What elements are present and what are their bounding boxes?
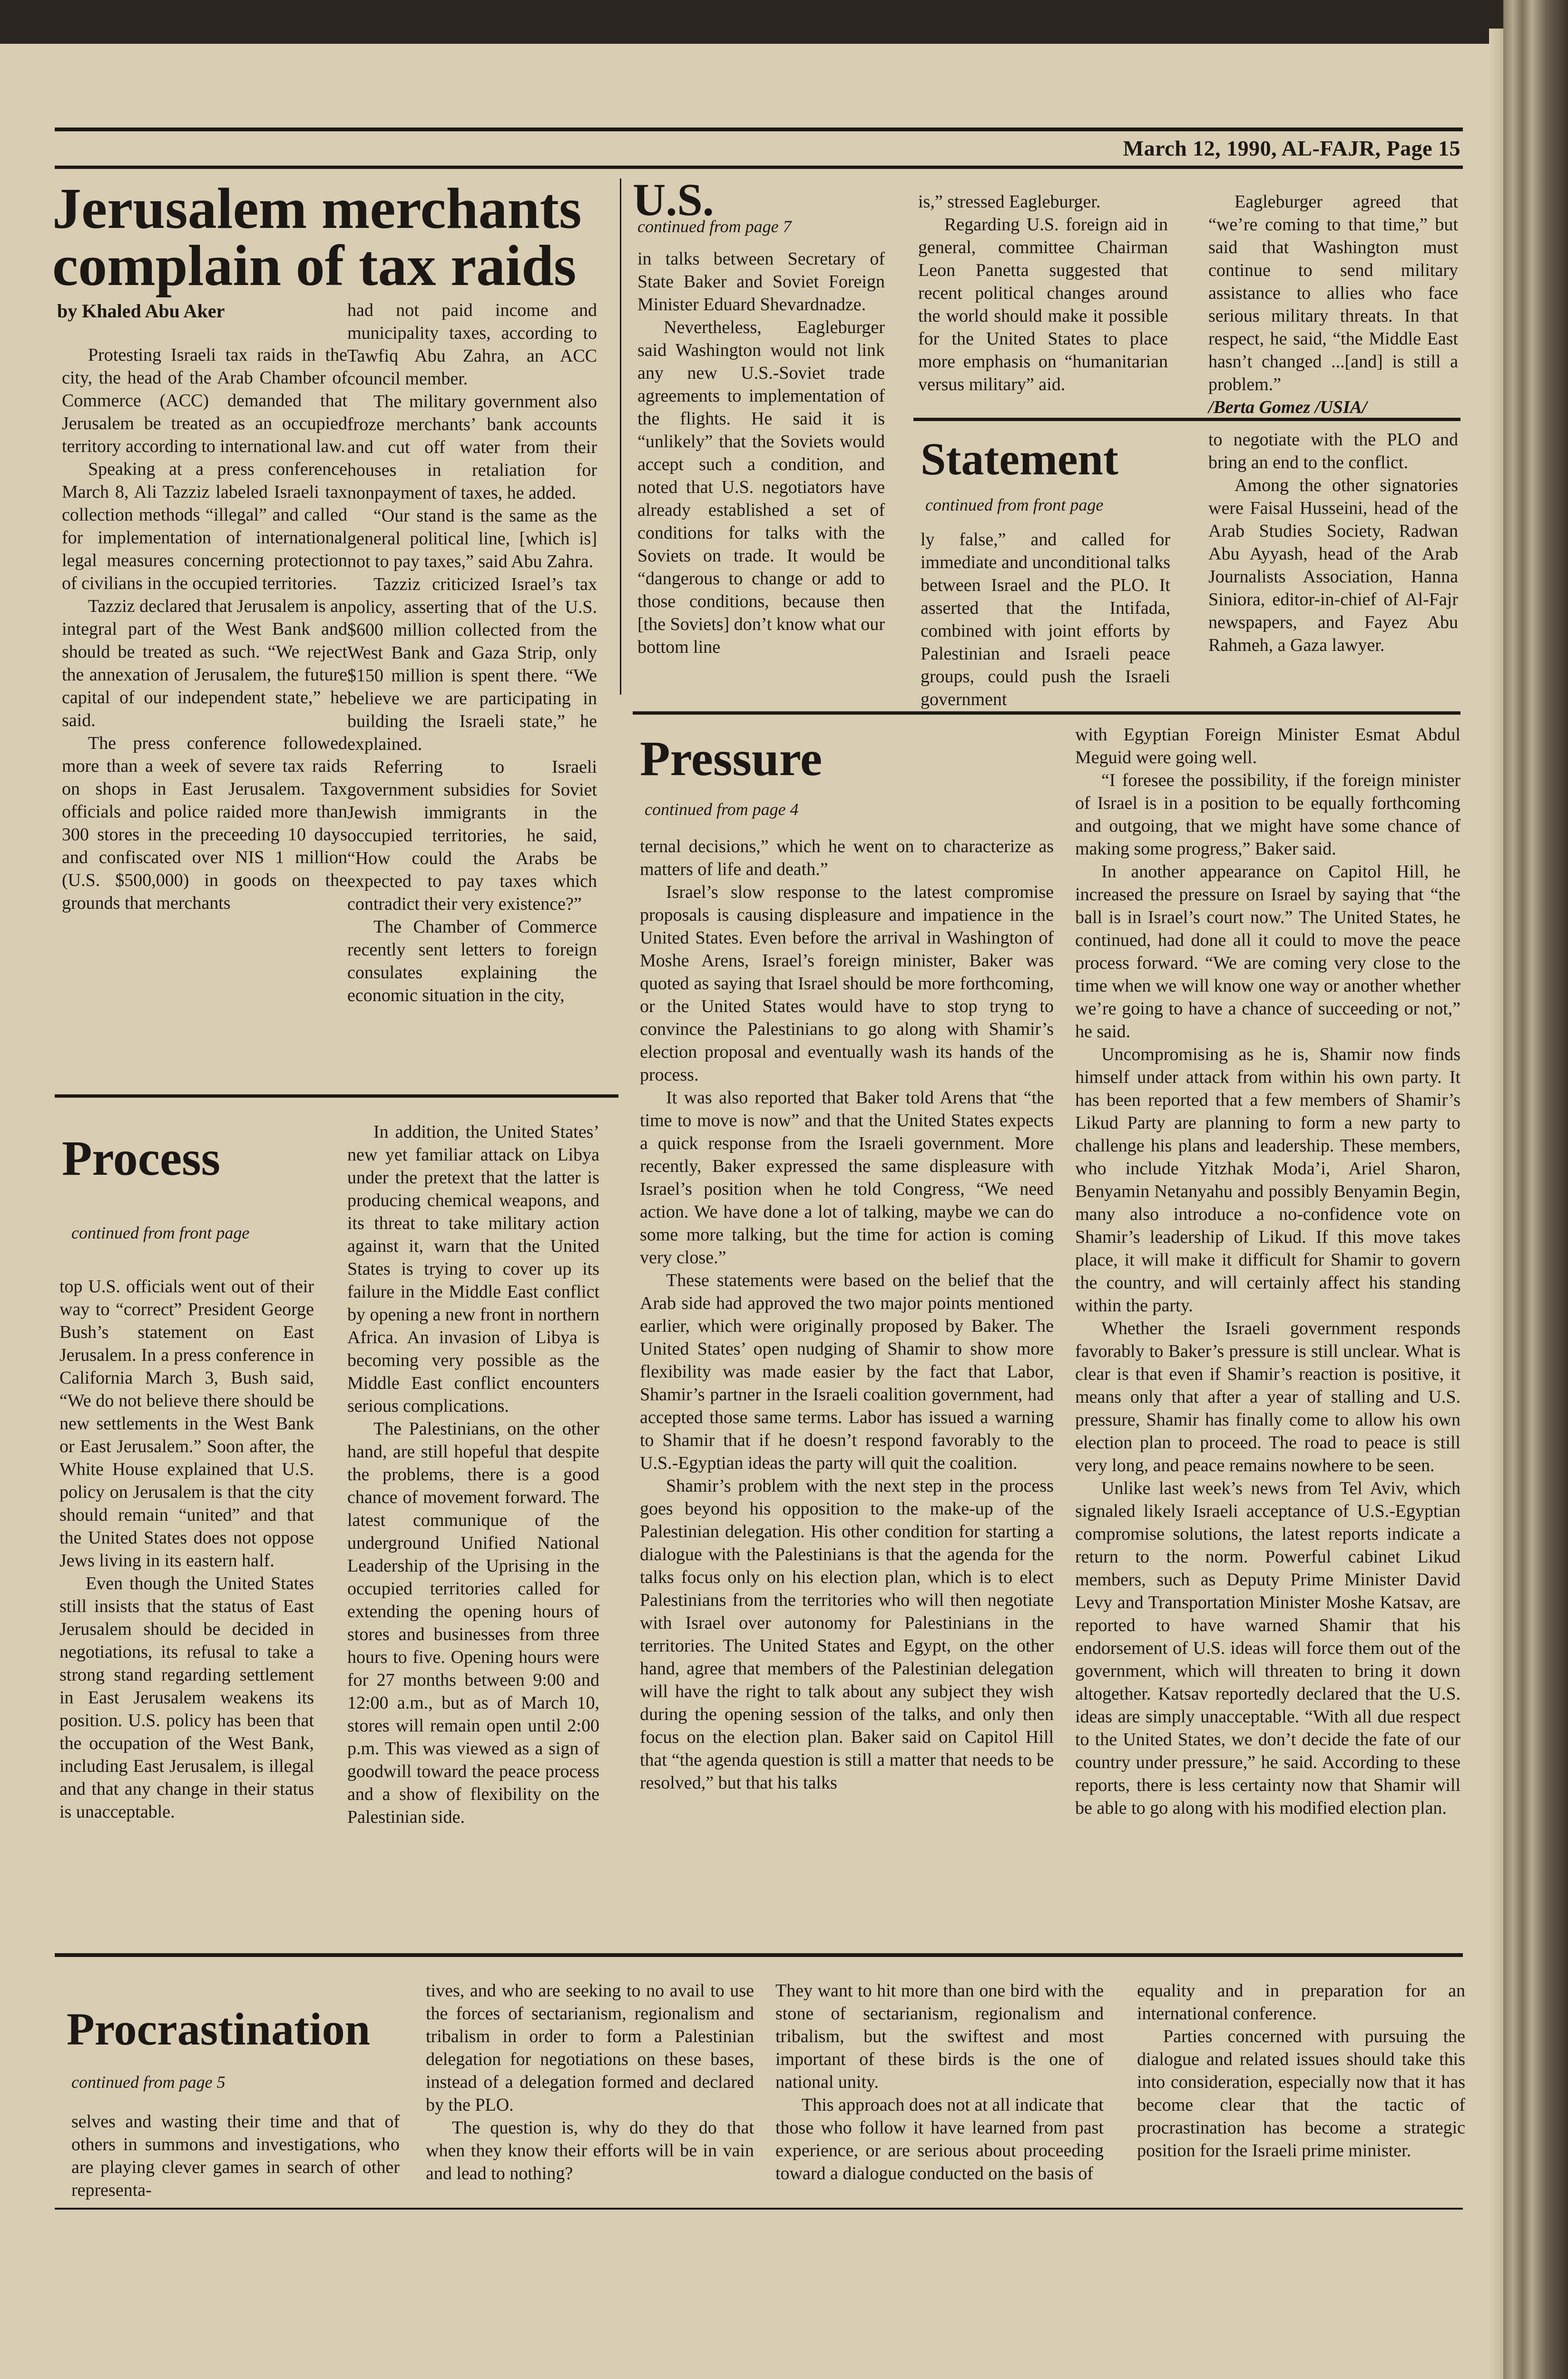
paragraph: The Palestinians, on the other hand, are still hopeful that despite the problems, there is a good chance of movement forward. The latest communique of the underground Unified National Leadership of the Uprising in the occupied territories called for extending the opening hours of stores and businesses from three hours to five. Opening hours were for 27 months between 9:00 and 12:00 a.m., but as of March 10, stores will remain open until 2:00 p.m. This was viewed as a sign of goodwill toward the peace process and a show of flexibility on the Palestinian side. — [347, 1419, 599, 1827]
paragraph: is,” stressed Eagleburger. — [918, 192, 1101, 212]
process-headline: Process — [62, 1131, 221, 1186]
paragraph: Israel’s slow response to the latest compromise proposals is causing displeasure and impatience in the United States. Even before the arrival in Washington of Moshe Arens, Israel’s foreign minister, Baker was quoted as saying that Israel should be more forthcoming, or the United States would have to stop tryng to convince the Palestinians to go along with Shamir’s election proposal and eventually wash its hands of the process. — [640, 882, 1054, 1085]
paragraph: Tazziz criticized Israel’s tax policy, asserting that of the U.S. $600 million collected from the West Bank and Gaza Strip, only $150 million is spent there. “We believe we are participating in building the Israeli state,” he explained. — [347, 574, 597, 754]
pressure-column-2 — [1075, 723, 1460, 1819]
paragraph: This approach does not at all indicate that those who follow it have learned from past experience, or are serious about proceeding toward a dialogue conducted on the basis of — [775, 2095, 1104, 2183]
paragraph: Unlike last week’s news from Tel Aviv, which signaled likely Israeli acceptance of U.S.-Egyptian compromise solutions, the latest reports indicate a return to the norm. Powerful cabinet Likud members, such as Deputy Prime Minister David Levy and Transportation Minister Moshe Katsav, are reported to have warned Shamir that his endorsement of U.S. ideas will force them out of the government, which will threaten to bring it down altogether. Katsav reportedly declared that the U.S. ideas are simply unacceptable. “With all due respect to the United States, we don’t decide the fate of our country under pressure,” he said. According to these reports, there is less certainty now that Shamir will be able to go along with his modified election plan. — [1075, 1478, 1460, 1818]
paragraph: to negotiate with the PLO and bring an end to the conflict. — [1208, 430, 1458, 472]
top-rule — [55, 128, 1463, 131]
paragraph: The question is, why do they do that when they know their efforts will be in vain and lead to nothing? — [426, 2118, 754, 2183]
process-column-2 — [347, 1121, 599, 1828]
paragraph: Whether the Israeli government responds favorably to Baker’s pressure is still unclear. What is clear is that even if Shamir’s reaction is positive, it means only that after a year of stalling and U.S. pressure, Shamir has finally come to allow his own election plan to proceed. The road to peace is still very long, and peace remains nowhere to be seen. — [1075, 1318, 1460, 1475]
pressure-headline: Pressure — [640, 731, 823, 786]
paragraph: selves and wasting their time and that of others in summons and investigations, who are playing clever games in search of other representa- — [71, 2112, 400, 2200]
statement-kicker: continued from front page — [925, 495, 1104, 514]
jerusalem-column-1 — [62, 344, 347, 914]
process-kicker: continued from front page — [71, 1223, 250, 1242]
paper-edge — [1489, 29, 1503, 2379]
paragraph: Among the other signatories were Faisal Husseini, head of the Arab Studies Society, Radwan Abu Ayyash, head of the Arab Journalists Association, Hanna Siniora, editor-in-chief of Al-Fajr newspapers, and Fayez Abu Rahmeh, a Gaza lawyer. — [1208, 475, 1458, 655]
section-rule — [55, 1953, 1463, 1957]
paragraph: top U.S. officials went out of their way to “correct” President George Bush’s statement on East Jerusalem. In a press conference in California March 3, Bush said, “We do not believe there should be new settlements in the West Bank or East Jerusalem.” Soon after, the White House explained that U.S. policy on Jerusalem is that the city should remain “united” and that the United States does not oppose Jews living in its eastern half. — [59, 1277, 314, 1571]
us-column-1 — [637, 247, 885, 659]
bottom-rule — [55, 2208, 1463, 2210]
procrastination-column-3 — [775, 1979, 1104, 2185]
paragraph: equality and in preparation for an international conference. — [1137, 1981, 1465, 2024]
scan-border-top — [0, 0, 1568, 44]
byline: by Khaled Abu Aker — [57, 300, 225, 322]
us-headline: U.S. — [633, 174, 714, 225]
paragraph: Parties concerned with pursuing the dialogue and related issues should take this into consideration, especially now that it has become clear that the tactic of procrastination has become a strategic position for the Israeli prime minister. — [1137, 2026, 1465, 2161]
paragraph: with Egyptian Foreign Minister Esmat Abdul Meguid were going well. — [1075, 725, 1460, 767]
section-rule — [913, 418, 1460, 421]
paragraph: ternal decisions,” which he went on to characterize as matters of life and death.” — [640, 836, 1054, 879]
statement-headline: Statement — [921, 433, 1118, 484]
procrastination-headline: Procrastination — [67, 2004, 371, 2055]
signature: /Berta Gomez /USIA/ — [1208, 397, 1367, 417]
procrastination-kicker: continued from page 5 — [71, 2073, 225, 2092]
pressure-kicker: continued from page 4 — [645, 800, 799, 819]
paragraph: The Chamber of Commerce recently sent letters to foreign consulates explaining the economic situation in the city, — [347, 917, 597, 1005]
pressure-column-1 — [640, 835, 1054, 1794]
paragraph: Referring to Israeli government subsidies for Soviet Jewish immigrants in the occupied territories, he said, “How could the Arabs be expected to pay taxes which contradict their very existence?” — [347, 757, 597, 914]
procrastination-column-4 — [1137, 1979, 1465, 2162]
headline-line-1: Jerusalem merchants — [52, 177, 582, 241]
paragraph: Shamir’s problem with the next step in the process goes beyond his opposition to the make-up of the Palestinian delegation. His other condition for starting a dialogue with the Palestinians is that the agenda for the talks focus only on his election plan, which is to elect Palestinians from the territories who will then negotiate with Israel over autonomy for Palestinians in the territories. The United States and Egypt, on the other hand, agree that members of the Palestinian delegation will have the right to talk about any subject they wish during the opening session of the talks, and only then focus on the election plan. Baker said on Capitol Hill that “the agenda question is still a matter that needs to be resolved,” but that his talks — [640, 1476, 1054, 1793]
paragraph: The press conference followed more than a week of severe tax raids on shops in East Jerusalem. Tax officials and police raided more than 300 stores in the preceeding 10 days and confiscated over NIS 1 million (U.S. $500,000) in goods on the grounds that merchants — [62, 733, 347, 913]
procrastination-column-1 — [71, 2110, 400, 2202]
process-column-1 — [59, 1275, 314, 1823]
us-column-2 — [918, 190, 1168, 396]
paragraph: ly false,” and called for immediate and unconditional talks between Israel and the PLO. It asserted that the Intifada, combined with joint efforts by Palestinian and Israeli peace groups, could push the Israeli government — [921, 530, 1170, 709]
binding-edge — [1503, 0, 1568, 2379]
jerusalem-column-2 — [347, 299, 597, 1007]
paragraph: Speaking at a press conference March 8, Ali Tazziz labeled Israeli tax collection methods “illegal” and called for implementation of international legal measures concerning protection of civilians in the occupied territories. — [62, 459, 347, 593]
headline-line-2: complain of tax raids — [52, 234, 577, 298]
paragraph: In another appearance on Capitol Hill, he increased the pressure on Israel by saying that “the ball is in Israel’s court now.” The United States, he continued, had done all it could to move the peace process forward. “We are coming very close to the time when we will know one way or another whether we’re going to have a chance of succeeding or not,” he said. — [1075, 862, 1460, 1042]
section-rule — [55, 1094, 618, 1098]
paragraph: “Our stand is the same as the general political line, [which is] not to pay taxes,” said Abu Zahra. — [347, 506, 597, 571]
statement-column-2 — [1208, 428, 1458, 657]
paragraph: Even though the United States still insists that the status of East Jerusalem should be decided in negotiations, its refusal to take a strong stand regarding settlement in East Jerusalem weakens its position. U.S. policy has been that the occupation of the West Bank, including East Jerusalem, is illegal and that any change in their status is unacceptable. — [59, 1573, 314, 1822]
section-rule — [633, 711, 1460, 715]
paragraph: Protesting Israeli tax raids in the city, the head of the Arab Chamber of Commerce (ACC) demanded that Jerusalem be treated as an occupied territory according to international law. — [62, 345, 347, 456]
paragraph: Uncompromising as he is, Shamir now finds himself under attack from within his own party. It has been reported that a few members of Shamir’s Likud Party are planning to form a new party to challenge his plans and leadership. These members, who include Yitzhak Moda’i, Ariel Sharon, Benyamin Netanyahu and possibly Benyamin Begin, many also introduce a no-confidence vote on Shamir’s leadership of Likud. If this move takes place, it will make it difficult for Shamir to govern the country, and will certainly affect his standing within the party. — [1075, 1044, 1460, 1316]
column-rule — [620, 178, 621, 695]
us-column-3 — [1208, 190, 1458, 419]
paragraph: Tazziz declared that Jerusalem is an integral part of the West Bank and should be treated as such. “We reject the annexation of Jerusalem, the future capital of our independent state,” he said. — [62, 596, 347, 730]
paragraph: In addition, the United States’ new yet familiar attack on Libya under the pretext that the latter is producing chemical weapons, and its threat to take military action against it, warn that the United States is trying to cover up its failure in the Middle East conflict by opening a new front in northern Africa. An invasion of Libya is becoming very possible as the Middle East conflict encounters serious complications. — [347, 1122, 599, 1416]
paragraph: Eagleburger agreed that “we’re coming to that time,” but said that Washington must continue to send military assistance to allies who face serious military threats. In that respect, he said, “the Middle East hasn’t changed ...[and] is still a problem.” — [1208, 192, 1458, 394]
paragraph: “I foresee the possibility, if the foreign minister of Israel is in a position to be equally forthcoming and outgoing, that we might have some chance of making some progress,” Baker said. — [1075, 770, 1460, 859]
statement-column-1 — [921, 528, 1170, 711]
paragraph: Nevertheless, Eagleburger said Washington would not link any new U.S.-Soviet trade agreements to implementation of the flights. He said it is “unlikely” that the Soviets would accept such a condition, and noted that U.S. negotiators have already established a set of conditions for talks with the Soviets on trade. It would be “dangerous to change or add to those conditions, because then [the Soviets] don’t know what our bottom line — [637, 317, 885, 657]
paragraph: tives, and who are seeking to no avail to use the forces of sectarianism, regionalism and tribalism in order to form a Palestinian delegation for negotiations on these bases, instead of a delegation formed and declared by the PLO. — [426, 1981, 754, 2115]
procrastination-column-2 — [426, 1979, 754, 2185]
paragraph: in talks between Secretary of State Baker and Soviet Foreign Minister Eduard Shevardnadze. — [637, 249, 885, 315]
paragraph: It was also reported that Baker told Arens that “the time to move is now” and that the United States expects a quick response from the Israeli government. More recently, Baker expressed the same displeasure with Israel’s position when he told Congress, “We need action. We have done a lot of talking, maybe we can do some more talking, but the time for action is coming very close.” — [640, 1088, 1054, 1268]
us-kicker: continued from page 7 — [637, 217, 792, 236]
paragraph: The military government also froze merchants’ bank accounts and cut off water from their houses in retaliation for nonpayment of taxes, he added. — [347, 392, 597, 503]
page-dateline: March 12, 1990, AL-FAJR, Page 15 — [1123, 136, 1460, 160]
paragraph: Regarding U.S. foreign aid in general, committee Chairman Leon Panetta suggested that recent political changes around the world should make it possible for the United States to place more emphasis on “humanitarian versus military” aid. — [918, 215, 1168, 394]
paragraph: They want to hit more than one bird with the stone of sectarianism, regionalism and tribalism, but the swiftest and most important of these birds is the one of national unity. — [775, 1981, 1104, 2092]
paragraph: These statements were based on the belief that the Arab side had approved the two major points mentioned earlier, which were originally proposed by Baker. The United States’ open nudging of Shamir to show more flexibility was made easier by the fact that Labor, Shamir’s partner in the Israeli coalition government, had accepted those same terms. Labor has issued a warning to Shamir that if he doesn’t respond favorably to the U.S.-Egyptian ideas the party will quit the coalition. — [640, 1270, 1054, 1473]
paragraph: had not paid income and municipality taxes, according to Tawfiq Abu Zahra, an ACC council member. — [347, 300, 597, 389]
header-underline — [55, 166, 1463, 169]
